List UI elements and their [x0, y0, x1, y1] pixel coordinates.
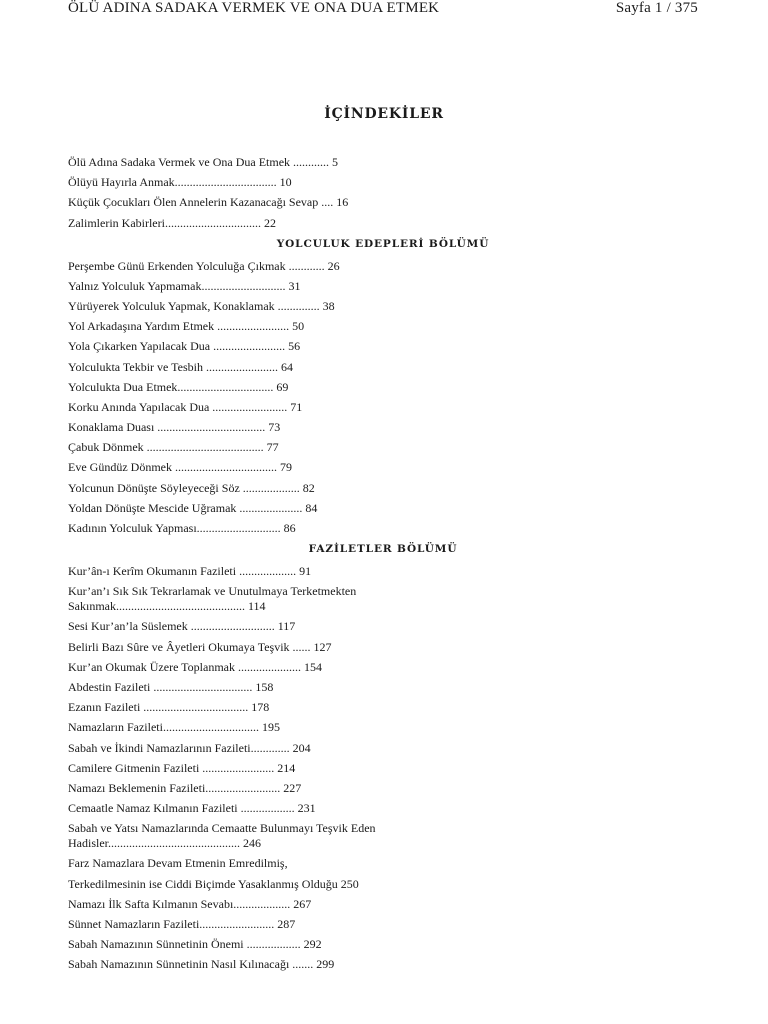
toc-entry[interactable]: Sünnet Namazların Fazileti......................... 287 [68, 917, 296, 931]
toc-entry[interactable]: Ezanın Fazileti ................................... 178 [68, 700, 270, 715]
toc-entry[interactable]: Zalimlerin Kabirleri................................ 22 [68, 215, 276, 230]
toc-entry[interactable]: Korku Anında Yapılacak Dua ......................... 71 [68, 399, 303, 414]
toc-entry[interactable]: Belirli Bazı Sûre ve Âyetleri Okumaya Teşvik ...... 127 [68, 639, 332, 654]
toc-entry[interactable]: Namazların Fazileti................................ 195 [68, 720, 280, 735]
toc-entry[interactable]: Ölü Adına Sadaka Vermek ve Ona Dua Etmek ............ 5 [68, 155, 339, 169]
toc-entry[interactable]: Ölüyü Hayırla Anmak.................................. 10 [68, 175, 292, 190]
toc-entry[interactable]: Yürüyerek Yolculuk Yapmak, Konaklamak .............. 38 [68, 298, 335, 313]
toc-entry[interactable]: Yola Çıkarken Yapılacak Dua ........................ 56 [68, 339, 301, 354]
toc-entry[interactable]: Farz Namazlara Devam Etmenin Emredilmiş, [68, 856, 288, 871]
table-of-contents [68, 155, 708, 978]
toc-entry[interactable]: Kur’an’ı Sık Sık Tekrarlamak ve Unutulmaya Terketmekten Sakınmak........................................... 114 [68, 584, 357, 614]
toc-entry[interactable]: Yolculukta Dua Etmek................................ 69 [68, 379, 289, 394]
toc-heading: İÇİNDEKİLER [324, 106, 444, 122]
toc-entry[interactable]: Eve Gündüz Dönmek .................................. 79 [68, 460, 292, 475]
toc-entry[interactable]: Sabah ve Yatsı Namazlarında Cemaatte Bulunmayı Teşvik Eden Hadisler............................................ 246 [68, 821, 376, 851]
toc-entry[interactable]: Kur’an Okumak Üzere Toplanmak ..................... 154 [68, 659, 322, 674]
toc-entry[interactable]: Sabah Namazının Sünnetinin Önemi .................. 292 [68, 937, 322, 952]
toc-entry[interactable]: Cemaatle Namaz Kılmanın Fazileti .................. 231 [68, 801, 316, 816]
toc-entry[interactable]: Kadının Yolculuk Yapması............................ 86 [68, 521, 296, 535]
page-header [68, 0, 698, 20]
toc-entry[interactable]: Yolculukta Tekbir ve Tesbih ........................ 64 [68, 359, 293, 374]
toc-entry[interactable]: Kur’ân-ı Kerîm Okumanın Fazileti ................... 91 [68, 564, 312, 578]
toc-entry[interactable]: Yalnız Yolculuk Yapmamak............................ 31 [68, 278, 301, 293]
toc-entry[interactable]: Camilere Gitmenin Fazileti ........................ 214 [68, 760, 296, 775]
toc-entry[interactable]: Küçük Çocukları Ölen Annelerin Kazanacağı Sevap .... 16 [68, 195, 349, 210]
toc-entry[interactable]: Terkedilmesinin ise Ciddi Biçimde Yasaklanmış Olduğu 250 [68, 876, 359, 891]
toc-entry[interactable]: Perşembe Günü Erkenden Yolculuğa Çıkmak ............ 26 [68, 258, 340, 273]
toc-entry[interactable]: Namazı İlk Safta Kılmanın Sevabı................... 267 [68, 896, 312, 911]
toc-entry[interactable]: Yoldan Dönüşte Mescide Uğramak ..................... 84 [68, 500, 318, 515]
section-heading: FAZİLETLER BÖLÜMÜ [308, 543, 458, 555]
toc-entry[interactable]: Abdestin Fazileti ................................. 158 [68, 679, 274, 694]
toc-entry[interactable]: Sesi Kur’an’la Süslemek ............................ 117 [68, 619, 296, 634]
toc-entry[interactable]: Yolcunun Dönüşte Söyleyeceği Söz ................... 82 [68, 480, 315, 495]
toc-entry[interactable]: Çabuk Dönmek ....................................... 77 [68, 440, 279, 455]
toc-entry[interactable]: Konaklama Duası .................................... 73 [68, 420, 281, 435]
page-indicator: Sayfa 1 / 375 [615, 0, 698, 16]
toc-entry[interactable]: Yol Arkadaşına Yardım Etmek ........................ 50 [68, 319, 305, 334]
toc-entry[interactable]: Namazı Beklemenin Fazileti......................... 227 [68, 780, 302, 795]
toc-entry[interactable]: Sabah Namazının Sünnetinin Nasıl Kılınacağı ....... 299 [68, 957, 335, 972]
document-title: ÖLÜ ADINA SADAKA VERMEK VE ONA DUA ETMEK [68, 0, 440, 16]
section-heading: YOLCULUK EDEPLERİ BÖLÜMÜ [276, 237, 490, 250]
toc-entry[interactable]: Sabah ve İkindi Namazlarının Fazileti............. 204 [68, 740, 311, 755]
